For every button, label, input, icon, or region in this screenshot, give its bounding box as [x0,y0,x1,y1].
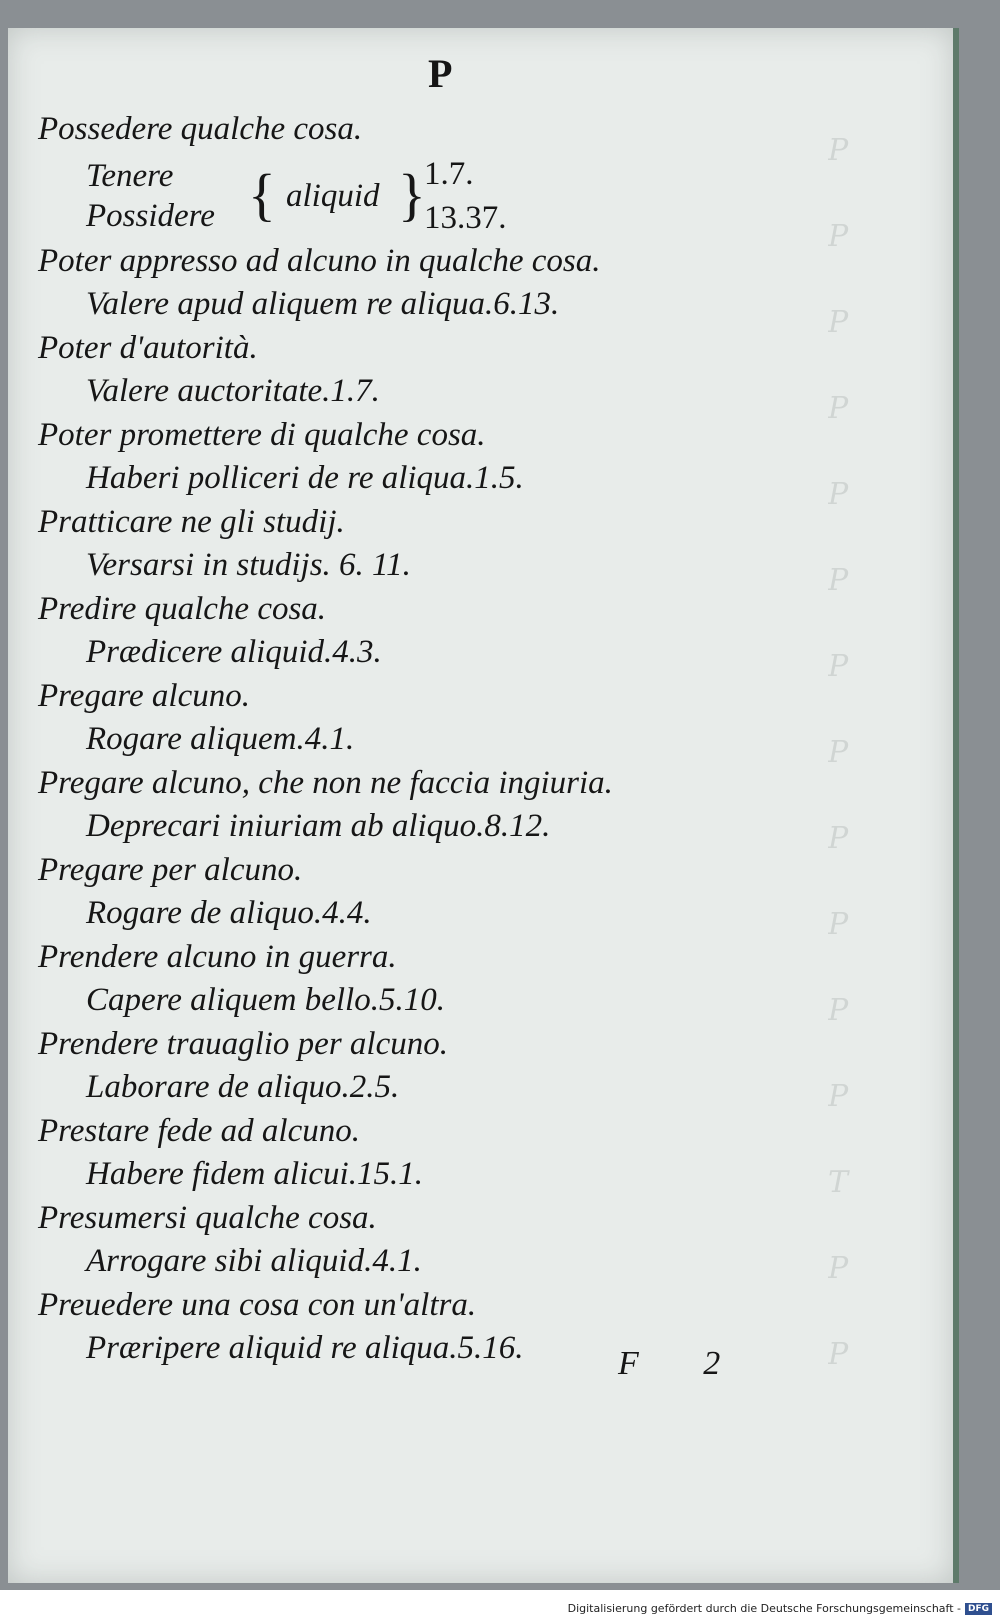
latin-equivalent: Deprecari iniuriam ab aliquo.8.12. [86,808,551,844]
italian-headword: Preuedere una cosa con un'altra. [38,1286,477,1323]
signature-mark: F 2 [618,1345,749,1382]
latin-equivalent: Rogare de aliquo.4.4. [86,895,372,931]
latin-equivalent: Laborare de aliquo.2.5. [86,1069,400,1105]
italian-headword: Pregare per alcuno. [38,851,303,888]
latin-equivalent: Arrogare sibi aliquid.4.1. [86,1243,422,1279]
brace-ref-2: 13.37. [424,199,507,236]
dictionary-entries [38,108,818,1371]
brace-term-1: Tenere [86,157,174,194]
latin-equivalent: Versarsi in studijs. 6. 11. [86,547,411,583]
italian-headword: Pregare alcuno, che non ne faccia ingiuria. [38,764,613,801]
italian-headword: Possedere qualche cosa. [38,111,363,147]
latin-equivalent: Capere aliquem bello.5.10. [86,982,445,1018]
latin-equivalent: Præripere aliquid re aliqua.5.16. [86,1330,524,1366]
footer-text: Digitalisierung gefördert durch die Deutsche Forschungsgemeinschaft - [567,1602,961,1615]
brace-right: } [398,161,426,227]
brace-left: { [248,161,276,227]
bleed-through-text: P P P P P P P P P P P P T P P [828,133,849,1372]
latin-equivalent: Valere apud aliquem re aliqua.6.13. [86,286,560,322]
italian-headword: Presumersi qualche cosa. [38,1199,377,1236]
latin-equivalent: Habere fidem alicui.15.1. [86,1156,423,1192]
italian-headword: Poter appresso ad alcuno in qualche cosa. [38,242,601,279]
italian-headword: Prestare fede ad alcuno. [38,1112,360,1149]
latin-equivalent: Haberi polliceri de re aliqua.1.5. [86,460,524,496]
italian-headword: Prendere alcuno in guerra. [38,938,397,975]
brace-entry [38,152,818,240]
latin-equivalent: Valere auctoritate.1.7. [86,373,380,409]
italian-headword: Prendere trauaglio per alcuno. [38,1025,448,1062]
italian-headword: Pregare alcuno. [38,677,251,714]
latin-equivalent: Rogare aliquem.4.1. [86,721,355,757]
italian-headword: Poter promettere di qualche cosa. [38,416,486,453]
footer-credit [568,1602,992,1615]
brace-shared-term: aliquid [286,177,380,214]
brace-ref-1: 1.7. [424,155,474,192]
latin-equivalent: Prædicere aliquid.4.3. [86,634,382,670]
dfg-logo: DFG [965,1603,992,1615]
brace-term-2: Possidere [86,197,215,234]
italian-headword: Poter d'autorità. [38,329,258,366]
italian-headword: Pratticare ne gli studij. [38,503,345,540]
running-head: P [428,51,453,96]
italian-headword: Predire qualche cosa. [38,590,327,627]
